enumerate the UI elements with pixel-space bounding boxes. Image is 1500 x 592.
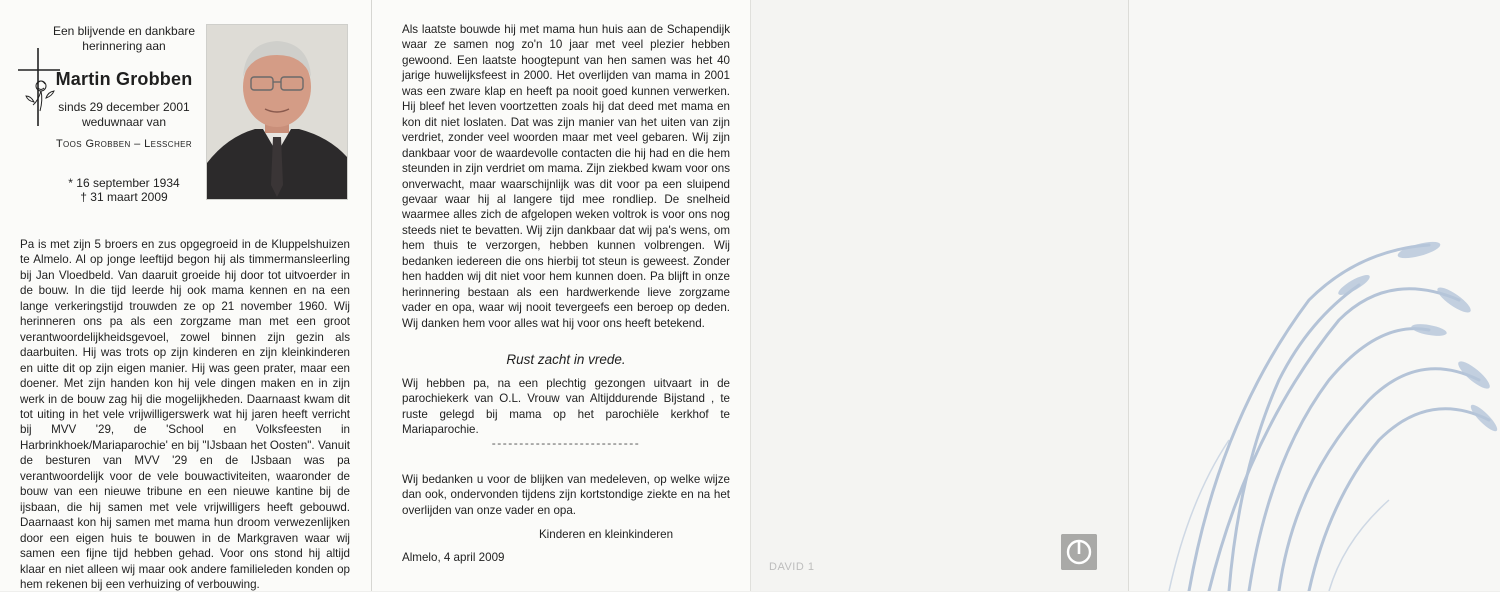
grass-illustration xyxy=(1129,0,1500,591)
card-panel-text xyxy=(372,0,750,591)
deceased-name: Martin Grobben xyxy=(55,69,193,89)
printer-mark: DAVID 1 xyxy=(769,561,815,573)
place-date: Almelo, 4 april 2009 xyxy=(402,551,505,564)
portrait-photo xyxy=(206,24,348,200)
intro-text: Een blijvende en dankbare herinnering aan xyxy=(52,24,196,53)
signature-line: Kinderen en kleinkinderen xyxy=(538,528,674,541)
funeral-text: Wij hebben pa, na een plechtig gezongen uitvaart in de parochiekerk van O.L. Vrouw van Altijddurende Bijstand , te ruste gelegd bij mama op het parochiële kerkhof te Mariaparochie. xyxy=(402,377,730,437)
rust-in-vrede-line: Rust zacht in vrede. xyxy=(506,352,626,367)
thanks-text: Wij bedanken u voor de blijken van medeleven, op welke wijze dan ook, ondervonden tijdens zijn kortstondige ziekte en na het overlijden van onze vader en opa. xyxy=(402,473,730,517)
widower-of-label: weduwnaar van xyxy=(81,115,167,129)
card-panel-left xyxy=(0,0,372,591)
death-date: † 31 maart 2009 xyxy=(80,190,168,204)
continuation-text: Als laatste bouwde hij met mama hun huis aan de Schapendijk waar ze samen nog zo'n 10 jaar met veel plezier hebben gewoond. Een laatste hoogtepunt van hen samen was het 40 jarige huwelijksfeest in 2000. Het overlijden van mama in 2001 was een zware klap en heeft pa nooit goed kunnen verwerken. Hij bleef het leven voortzetten zoals hij dat deed met mama en kon dit niet loslaten. Dat was zijn manier van het uiten van zijn verdriet, zonder veel woorden maar met veel gebaren. Wij zijn dankbaar voor de waardevolle contacten die hij had en die hem steunden in zijn verdriet om mama. Zijn ziekbed kwam voor ons onverwacht, maar waarschijnlijk was dit voor pa een sluipend gevaar waar hij al langere tijd mee rondliep. De snelheid waarmee alles zich de afgelopen weken voltrok is voor ons nog steeds niet te bevatten. Wij zijn dankbaar dat wij pa's wens, om hem thuis te verzorgen, hebben kunnen volbrengen. Wij bedanken iedereen die ons hierbij tot steun is geweest. Zonder hen hadden wij dit niet voor hem kunnen doen. Pa blijft in onze herinnering bestaan als een hardwerkende lieve zorgzame vader en opa, waar wij nooit tevergeefs een beroep op deden. Wij danken hem voor alles wat hij voor ons heeft betekend. xyxy=(402,23,730,330)
divider-line: --------------------------- xyxy=(491,436,641,450)
card-panel-back xyxy=(750,0,1128,591)
biography-text: Pa is met zijn 5 broers en zus opgegroeid in de Kluppelshuizen te Almelo. Al op jonge leeftijd begon hij als timmermansleerling bij Jan Vloedbeld. Van daaruit groeide hij door tot uitvoerder in de bouw. In die tijd leerde hij ook mama kennen en na een lange verkeringstijd trouwden ze op 21 november 1960. Wij herinneren ons pa als een zorgzame man met een groot verantwoordelijkheidsgevoel, zowel binnen zijn gezin als daarbuiten. Hij was trots op zijn kinderen en zijn kleinkinderen en uitte dit op zijn eigen manier. Hij was geen prater, maar een doener. Met zijn handen kon hij vele dingen maken en in zijn werk in de bouw zag hij die mogelijkheden. Daarnaast kwam dit tot uiting in het vele vrijwilligerswerk wat hij jaren heeft verricht bij MVV '29, de 'School en Volksfeesten in Harbrinkhoek/Mariaparochie' en bij "IJsbaan het Oosten". Vanuit de besturen van MVV '29 en de IJsbaan was pa verantwoordelijk voor de vele bouwactiviteiten, waaronder de bouw van een nieuwe tribune en een nieuwe kantine bij de ijsbaan, die hij samen met vele vrijwilligers heeft gebouwd. Daarnaast kon hij samen met mama hun droom verwezenlijken door een eigen huis te bouwen in de Markgraven waar wij samen een fijne tijd hebben gehad. Voor ons stond hij altijd klaar en niet alleen wij maar ook andere familieleden konden op hem rekenen bij een verhuizing of verbouwing. xyxy=(20,238,350,591)
birth-date: * 16 september 1934 xyxy=(68,176,180,190)
widowed-since: sinds 29 december 2001 xyxy=(58,100,190,114)
printer-logo-icon xyxy=(1061,534,1097,570)
card-panel-cover xyxy=(1128,0,1500,591)
spouse-name: Toos Grobben – Lesscher xyxy=(55,138,193,150)
